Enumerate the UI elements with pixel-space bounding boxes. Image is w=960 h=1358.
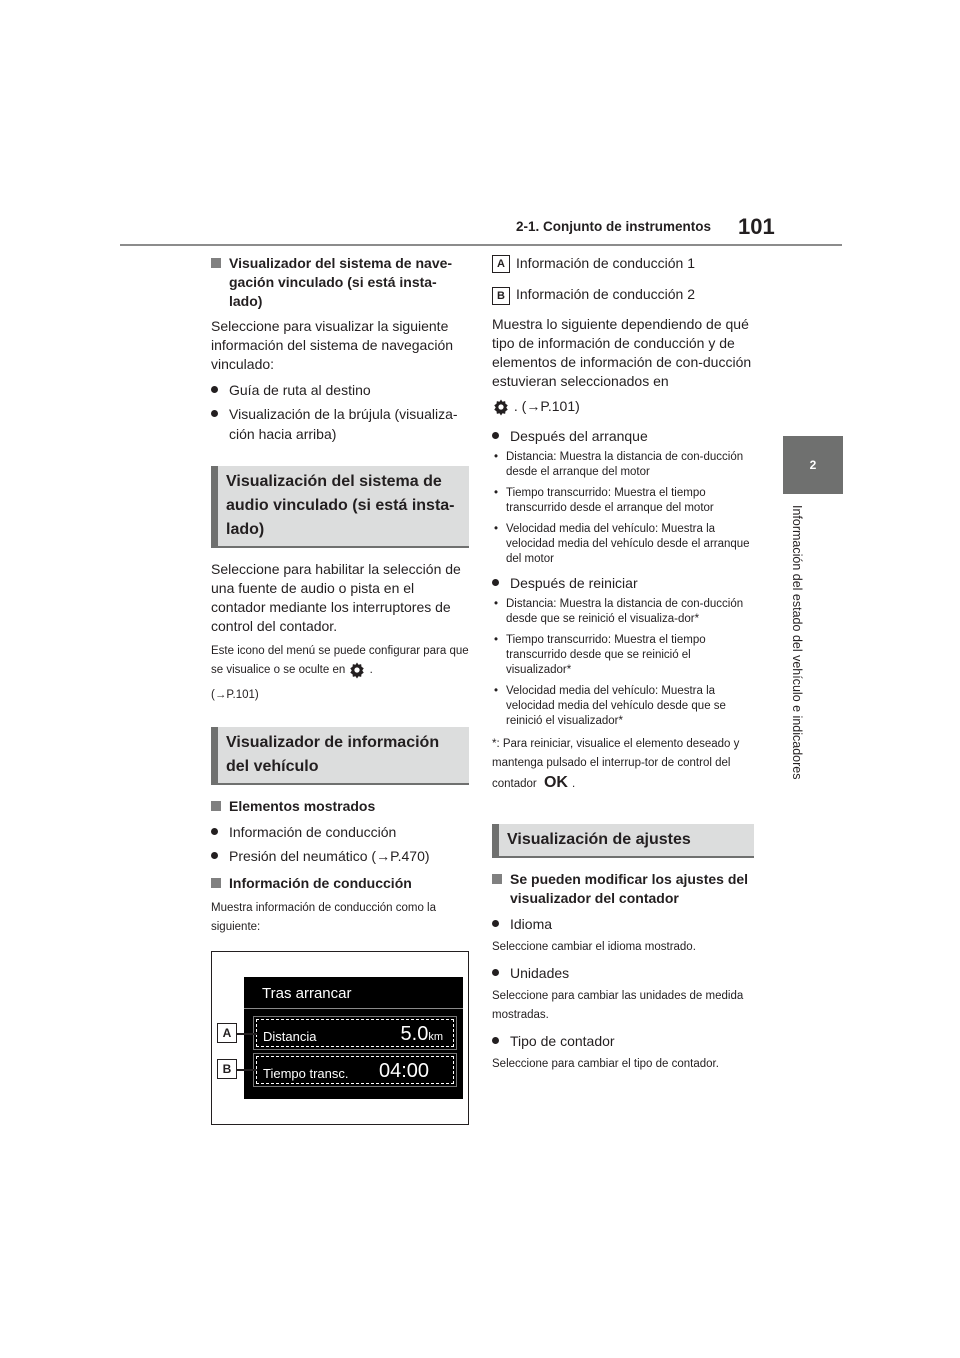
nav-heading: Visualizador del sistema de nave-gación vinculado (si está insta-lado) [211,254,469,311]
list-item: Tipo de contador [492,1031,754,1051]
list-item: Unidades [492,963,754,983]
elements-heading: Elementos mostrados [211,797,469,816]
list-item: Visualización de la brújula (visualiza-ción hacia arriba) [211,404,469,444]
distance-row: Distancia 5.0km [256,1019,454,1047]
section-title: 2-1. Conjunto de instrumentos [516,219,712,234]
drive-heading: Información de conducción [211,874,469,893]
left-column [211,254,469,1125]
meter-screen [244,977,463,1099]
audio-note-ref: (→P.101) [211,689,259,702]
settings-section-box: Visualización de ajustes [492,824,754,858]
list-item: • Velocidad media del vehículo: Muestra la velocidad media del vehículo desde que se reinició el visualizador* [494,684,726,727]
gear-icon [348,661,366,679]
chapter-title: Información del estado del vehículo e indicadores [790,505,804,780]
audio-text: Seleccione para habilitar la selección de una fuente de audio o pista en el contador mediante los interruptores de control del contador. [211,561,461,634]
item-a: A Información de conducción 1 [492,254,754,273]
chapter-tab: 2 [783,436,843,494]
list-item: Idioma [492,914,754,934]
right-column [492,254,754,1080]
list-item: Guía de ruta al destino [211,380,469,400]
footnote: *: Para reiniciar, visualice el elemento deseado y mantenga pulsado el interrup-tor de control del contador OK . [492,737,740,791]
page-number: 101 [738,214,775,239]
nav-text: Seleccione para visualizar la siguiente información del sistema de navegación vinculado: [211,318,454,372]
meter-figure [211,951,469,1125]
list-item: • Tiempo transcurrido: Muestra el tiempo transcurrido desde que se reinició el visualizador* [494,633,706,676]
meter-type-text: Seleccione para cambiar el tipo de contador. [492,1057,719,1070]
units-text: Seleccione para cambiar las unidades de medida mostradas. [492,989,744,1021]
list-item: • Velocidad media del vehículo: Muestra la velocidad media del vehículo desde el arranque del motor [494,522,750,565]
list-item: Después del arranque [492,426,754,446]
list-item: Información de conducción [211,822,469,842]
list-item: • Tiempo transcurrido: Muestra el tiempo transcurrido desde el arranque del motor [494,486,714,514]
item-b: B Información de conducción 2 [492,285,754,304]
list-item: Presión del neumático (→P.470) [211,846,469,866]
audio-section-box: Visualización del sistema de audio vinculado (si está insta-lado) [211,466,469,548]
intro-text: Muestra lo siguiente dependiendo de qué tipo de información de conducción y de elementos de información de con-ducción estuvieran seleccionados en [492,315,752,389]
audio-note: Este icono del menú se puede configurar para que se visualice o se oculte en . [211,642,469,680]
list-item: • Distancia: Muestra la distancia de con-ducción desde que se reinició el visualiza-dor* [494,597,744,625]
header-rule [120,244,842,246]
list-item: Después de reiniciar [492,573,754,593]
settings-heading: Se pueden modificar los ajustes del visualizador del contador [492,870,754,908]
intro-ref: . (→P.101) [492,397,754,416]
list-item: • Distancia: Muestra la distancia de con-ducción desde el arranque del motor [494,450,744,478]
drive-text: Muestra información de conducción como la siguiente: [211,902,437,934]
callout-a: A [217,1023,237,1043]
language-text: Seleccione cambiar el idioma mostrado. [492,940,696,953]
gear-icon [492,398,510,416]
screen-title: Tras arrancar [262,985,352,1003]
vehicle-section-box: Visualizador de información del vehículo [211,727,469,785]
callout-b: B [217,1059,237,1079]
elapsed-time-row: Tiempo transc. 04:00 [256,1056,454,1084]
ok-icon: OK [543,773,568,791]
